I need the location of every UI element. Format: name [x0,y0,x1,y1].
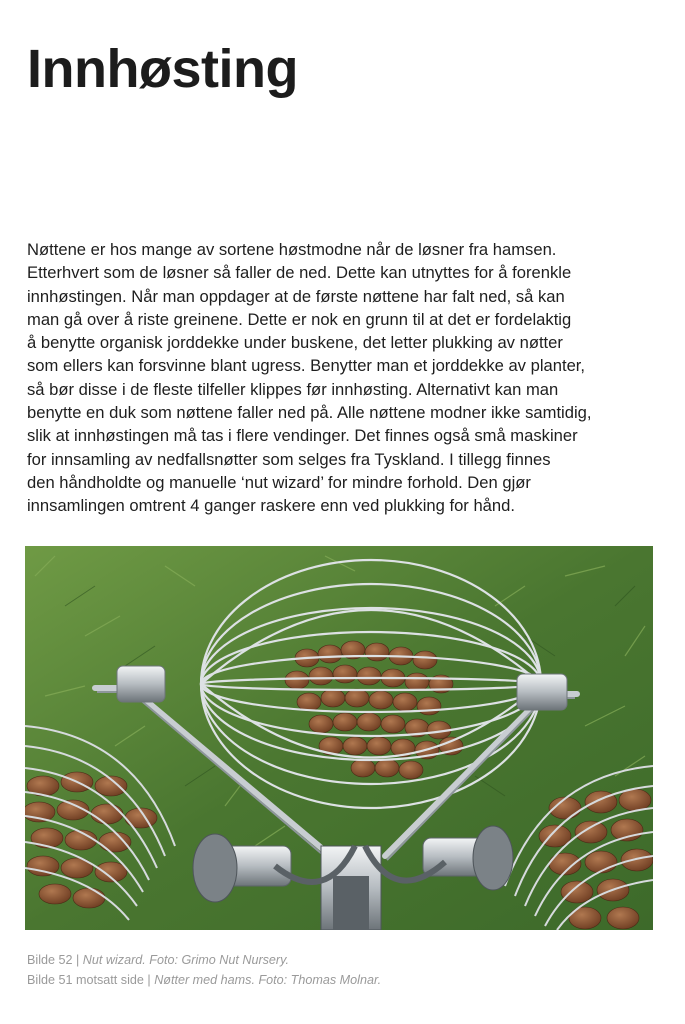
caption-text: Nut wizard. Foto: Grimo Nut Nursery. [82,953,289,967]
nut-wizard-photo [25,546,653,930]
body-line: Etterhvert som de løsner så faller de ned. Dette kan utnyttes for å forenkle [27,263,572,283]
body-line: som ellers kan forsvinne blant ugress. Benytter man et jorddekke av planter, [27,356,586,376]
photo-captions [27,950,667,990]
right-axle-cap [517,674,567,710]
caption-label: Bilde 51 motsatt side | [27,973,155,987]
body-line: man gå over å riste greinene. Dette er nok en grunn til at det er fordelaktig [27,309,572,329]
caption-photo-52 [27,950,667,970]
body-line: den håndholdte og manuelle ‘nut wizard’ for mindre forhold. Den gjør [27,472,531,492]
left-axle-cap [117,666,165,702]
body-line: for innsamling av nedfallsnøtter som selges fra Tyskland. I tillegg finnes [27,449,551,469]
body-line: slik at innhøstingen må tas i flere vendinger. Det finnes også små maskiner [27,426,578,446]
caption-text: Nøtter med hams. Foto: Thomas Molnar. [154,973,382,987]
caption-label: Bilde 52 | [27,953,83,967]
body-line: innsamlingen omtrent 4 ganger raskere enn ved plukking for hånd. [27,496,515,516]
body-line: å benytte organisk jorddekke under buskene, det letter plukking av nøtter [27,333,563,353]
body-line: innhøstingen. Når man oppdager at de første nøttene har falt ned, så kan [27,286,565,306]
page-title: Innhøsting [27,39,298,99]
caption-photo-51 [27,970,667,990]
body-line: benytte en duk som nøttene faller ned på. Alle nøttene modner ikke samtidig, [27,403,592,423]
nut-wizard-illustration [25,546,653,930]
body-line: så bør disse i de fleste tilfeller klippes før innhøsting. Alternativt kan man [27,379,559,399]
body-paragraph [27,238,667,518]
body-line: Nøttene er hos mange av sortene høstmodne når de løsner fra hamsen. [27,240,557,259]
